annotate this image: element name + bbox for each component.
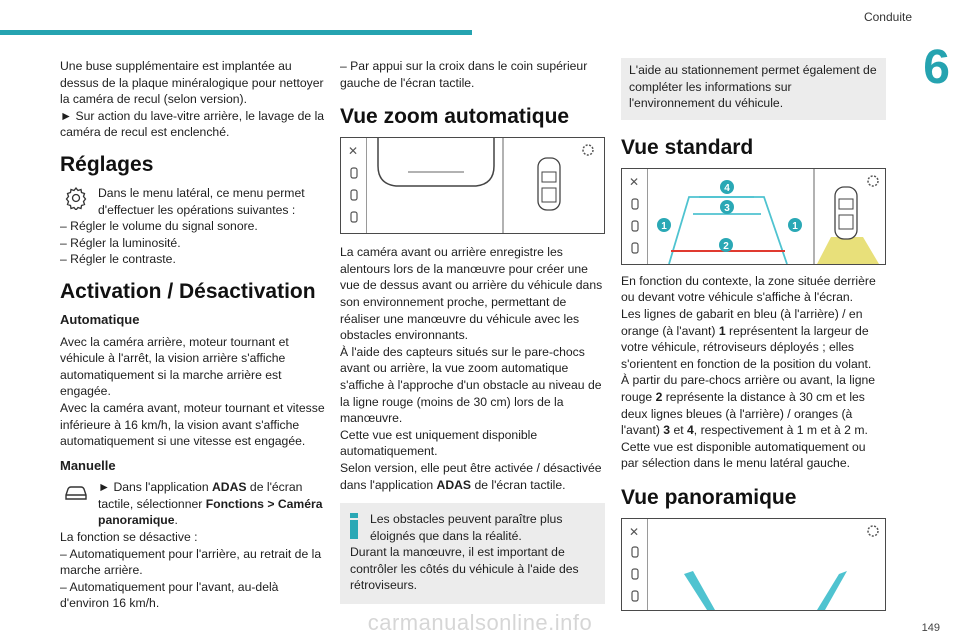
info-text-1: Les obstacles peuvent paraître plus éloignés que dans la réalité. — [370, 512, 563, 543]
watermark: carmanualsonline.info — [367, 610, 593, 635]
info-box-parking — [621, 58, 886, 120]
close-icon: ✕ — [629, 524, 640, 539]
automatique-heading: Automatique — [60, 311, 140, 327]
auto-paragraph-2: Avec la caméra avant, moteur tournant et vitesse inférieure à 16 km/h, la vision avant s'affiche automatiquement si une vitesse est engagée. — [60, 400, 325, 449]
std-paragraph-2: Les lignes de gabarit en bleu (à l'arrière) / en orange (à l'avant) 1 représentent la largeur de votre véhicule, rétroviseurs déployés ; elles s'orientent en fonction de la position du volant. — [621, 306, 872, 371]
info-box-obstacles — [340, 503, 605, 604]
reglages-text: Dans le menu latéral, ce menu permet d'effectuer les opérations suivantes : — [98, 185, 305, 217]
sensor-icon — [628, 589, 642, 603]
sensor-icon — [628, 241, 642, 255]
section-title: Conduite — [863, 10, 912, 24]
panoramic-heading: Vue panoramique — [621, 485, 797, 509]
info-parking-text: L'aide au stationnement permet également de compléter les informations sur l'environnement du véhicule. — [629, 63, 877, 111]
callout-label-1a: 1 — [661, 220, 667, 232]
deactivate-item-1: – Automatiquement pour l'arrière, au retrait de la marche arrière. — [60, 546, 322, 578]
manuelle-text: ► Dans l'application ADAS de l'écran tactile, sélectionner Fonctions > Caméra panoramique. — [98, 480, 323, 528]
top-accent-bar — [0, 30, 472, 35]
close-icon: ✕ — [348, 144, 359, 159]
zoom-view-screen — [340, 137, 605, 234]
reglages-list-item-3: – Régler le contraste. — [60, 252, 176, 267]
chapter-number: 6 — [923, 41, 950, 94]
callout-label-1b: 1 — [792, 220, 798, 232]
callout-label-3: 3 — [724, 202, 730, 214]
info-text-2: Durant la manœuvre, il est important de contrôler les côtés du véhicule à l'aide des rétroviseurs. — [350, 545, 579, 593]
page-number: 149 — [921, 622, 940, 634]
standard-view-image — [649, 169, 885, 264]
reglages-list-item-1: – Régler le volume du signal sonore. — [60, 219, 258, 234]
intro-paragraph-2: ► Sur action du lave-vitre arrière, le lavage de la caméra de recul est enclenché. — [60, 108, 325, 140]
std-paragraph-4: Cette vue est disponible automatiquement ou par sélection dans le menu latéral gauche. — [621, 439, 866, 471]
reglages-heading: Réglages — [60, 152, 154, 176]
column-3 — [621, 58, 886, 611]
callout-label-4: 4 — [724, 182, 730, 194]
zoom-paragraph-1: La caméra avant ou arrière enregistre les alentours lors de la manœuvre pour créer une vue de dessus avant ou arrière du véhicule dans son environnement proche, permettant de réaliser une manœuvre du véhicule avec les obstacles environnants. — [340, 245, 603, 343]
standard-heading: Vue standard — [621, 135, 754, 159]
column-2 — [340, 58, 605, 604]
sensor-icon — [628, 567, 642, 581]
screen-sidebar — [341, 138, 367, 233]
panoramic-view-screen — [621, 518, 886, 611]
zoom-paragraph-4: Selon version, elle peut être activée / désactivée dans l'application ADAS de l'écran tactile. — [340, 460, 602, 492]
settings-gear-icon — [60, 185, 92, 211]
intro-item: – Par appui sur la croix dans le coin supérieur gauche de l'écran tactile. — [340, 59, 588, 90]
reglages-item — [60, 185, 325, 218]
callout-label-2: 2 — [723, 240, 729, 252]
sensor-icon — [628, 197, 642, 211]
screen-sidebar — [622, 169, 648, 264]
sensor-icon — [347, 210, 361, 224]
zoom-paragraph-3: Cette vue est uniquement disponible automatiquement. — [340, 427, 538, 459]
intro-paragraph: Une buse supplémentaire est implantée au dessus de la plaque minéralogique pour nettoyer la caméra de recul (selon version). — [60, 59, 324, 107]
zoom-paragraph-2: À l'aide des capteurs situés sur le pare-chocs avant ou arrière, la vue zoom automatique s'affiche à l'approche d'un obstacle au niveau de la ligne rouge (moins de 30 cm) lors de la manœuvre. — [340, 344, 602, 426]
deactivate-item-2: – Automatiquement pour l'avant, au-delà d'environ 16 km/h. — [60, 579, 279, 611]
manuelle-item — [60, 479, 325, 529]
std-paragraph-1: En fonction du contexte, la zone située derrière ou devant votre véhicule s'affiche à l'écran. — [621, 273, 876, 305]
car-icon — [60, 479, 92, 505]
close-icon: ✕ — [629, 174, 640, 189]
activation-heading: Activation / Désactivation — [60, 279, 316, 303]
sensor-icon — [347, 188, 361, 202]
screen-sidebar — [622, 519, 648, 610]
column-1 — [60, 58, 325, 612]
info-icon — [350, 511, 358, 541]
sensor-icon — [347, 166, 361, 180]
zoom-heading: Vue zoom automatique — [340, 105, 570, 129]
reglages-list-item-2: – Régler la luminosité. — [60, 235, 181, 250]
auto-paragraph-1: Avec la caméra arrière, moteur tournant et véhicule à l'arrêt, la vision arrière s'affiche automatiquement si la marche arrière est engagée. — [60, 334, 289, 399]
zoom-view-image — [368, 138, 604, 233]
manuelle-heading: Manuelle — [60, 457, 116, 473]
sensor-icon — [628, 219, 642, 233]
panoramic-view-image — [649, 519, 885, 610]
std-paragraph-3: À partir du pare-chocs arrière ou avant, la ligne rouge 2 représente la distance à 30 cm et les deux lignes bleues (à l'arrière) / oranges (à l'avant) 3 et 4, respectivement à 1 m et à 2 m. — [621, 373, 876, 438]
deactivate-text: La fonction se désactive : — [60, 530, 198, 545]
standard-view-screen — [621, 168, 886, 265]
sensor-icon — [628, 545, 642, 559]
